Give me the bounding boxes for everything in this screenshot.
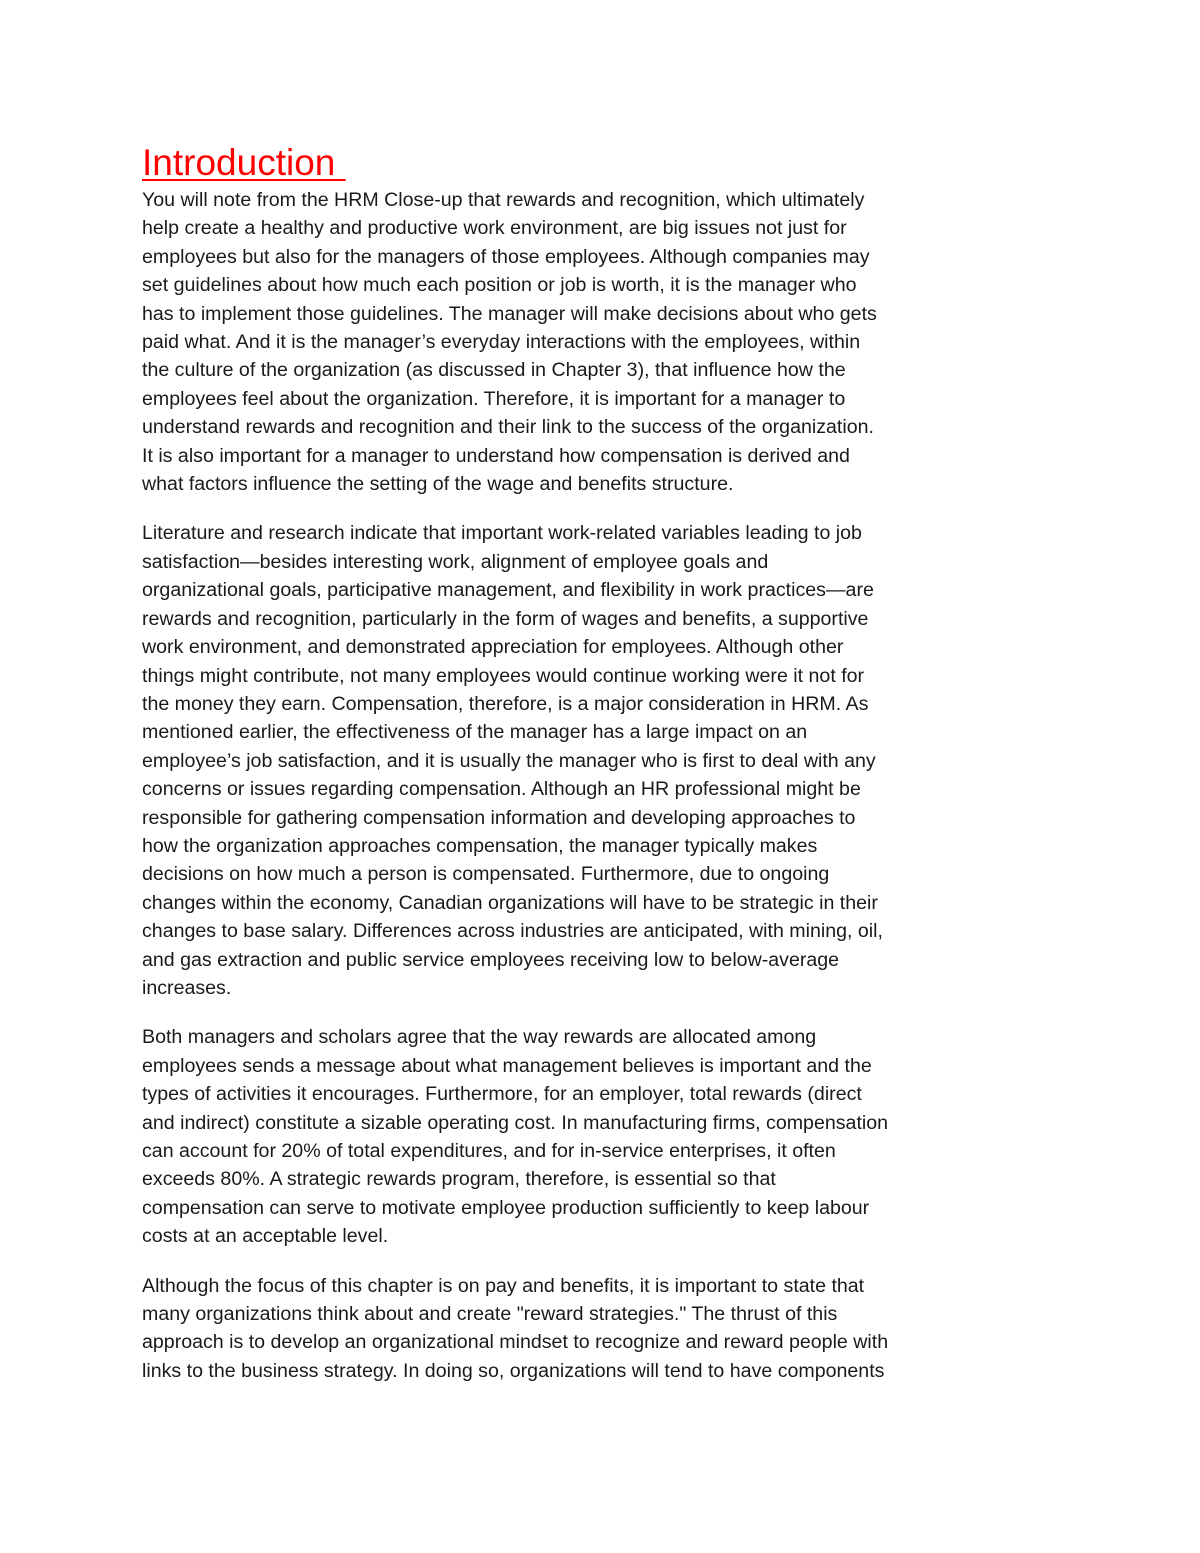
text-line: and indirect) constitute a sizable operating cost. In manufacturing firms, compensation [142,1111,889,1134]
text-line: and gas extraction and public service employees receiving low to below-average [142,948,840,971]
text-line: compensation can serve to motivate employee production sufficiently to keep labour [142,1196,870,1219]
text-line: many organizations think about and create "reward strategies." The thrust of this [142,1303,838,1326]
text-line: satisfaction—besides interesting work, alignment of employee goals and [142,550,769,573]
text-line: things might contribute, not many employees would continue working were it not for [142,664,865,687]
paragraph [142,1272,972,1386]
text-line: how the organization approaches compensation, the manager typically makes [142,834,818,857]
text-line: what factors influence the setting of the wage and benefits structure. [142,473,734,496]
text-line: Although the focus of this chapter is on pay and benefits, it is important to state that [142,1274,865,1297]
text-line: changes within the economy, Canadian organizations will have to be strategic in their [142,891,878,914]
text-line: You will note from the HRM Close-up that rewards and recognition, which ultimately [142,189,865,211]
text-line: changes to base salary. Differences across industries are anticipated, with mining, oil, [142,920,883,943]
paragraph [142,1023,972,1250]
text-line: decisions on how much a person is compensated. Furthermore, due to ongoing [142,863,830,886]
text-line: can account for 20% of total expenditures, and for in-service enterprises, it often [142,1140,836,1162]
text-line: organizational goals, participative management, and flexibility in work practices—are [142,579,874,602]
text-line: Literature and research indicate that important work-related variables leading to job [142,522,862,545]
text-line: employees sends a message about what management believes is important and the [142,1054,872,1077]
text-line: approach is to develop an organizational mindset to recognize and reward people with [142,1331,889,1354]
text-line: the money they earn. Compensation, therefore, is a major consideration in HRM. As [142,692,869,715]
text-line: Both managers and scholars agree that the way rewards are allocated among [142,1026,817,1049]
document-body [142,140,972,1406]
text-line: rewards and recognition, particularly in the form of wages and benefits, a supportive [142,607,869,630]
text-line: exceeds 80%. A strategic rewards program, therefore, is essential so that [142,1168,776,1191]
paragraph-list [142,186,972,1385]
text-line: employee’s job satisfaction, and it is usually the manager who is first to deal with any [142,749,876,772]
text-line: types of activities it encourages. Furthermore, for an employer, total rewards (direct [142,1083,862,1106]
paragraph [142,519,972,1002]
text-line: concerns or issues regarding compensation. Although an HR professional might be [142,778,861,801]
text-line: employees but also for the managers of those employees. Although companies may [142,245,870,268]
text-line: has to implement those guidelines. The manager will make decisions about who gets [142,302,877,325]
text-line: work environment, and demonstrated appreciation for employees. Although other [142,636,844,659]
text-line: links to the business strategy. In doing so, organizations will tend to have components [142,1359,885,1382]
text-line: responsible for gathering compensation information and developing approaches to [142,806,856,829]
text-line: help create a healthy and productive work environment, are big issues not just for [142,217,847,240]
text-line: It is also important for a manager to understand how compensation is derived and [142,444,850,467]
text-line: understand rewards and recognition and their link to the success of the organization. [142,416,874,439]
text-line: employees feel about the organization. Therefore, it is important for a manager to [142,387,846,410]
text-line: the culture of the organization (as discussed in Chapter 3), that influence how the [142,359,846,382]
text-line: paid what. And it is the manager’s everyday interactions with the employees, within [142,331,861,354]
text-line: set guidelines about how much each position or job is worth, it is the manager who [142,274,857,297]
text-line: mentioned earlier, the effectiveness of the manager has a large impact on an [142,721,808,744]
paragraph [142,186,972,498]
section-heading: Introduction [142,142,346,183]
text-line: costs at an acceptable level. [142,1225,389,1248]
text-line: increases. [142,976,232,999]
